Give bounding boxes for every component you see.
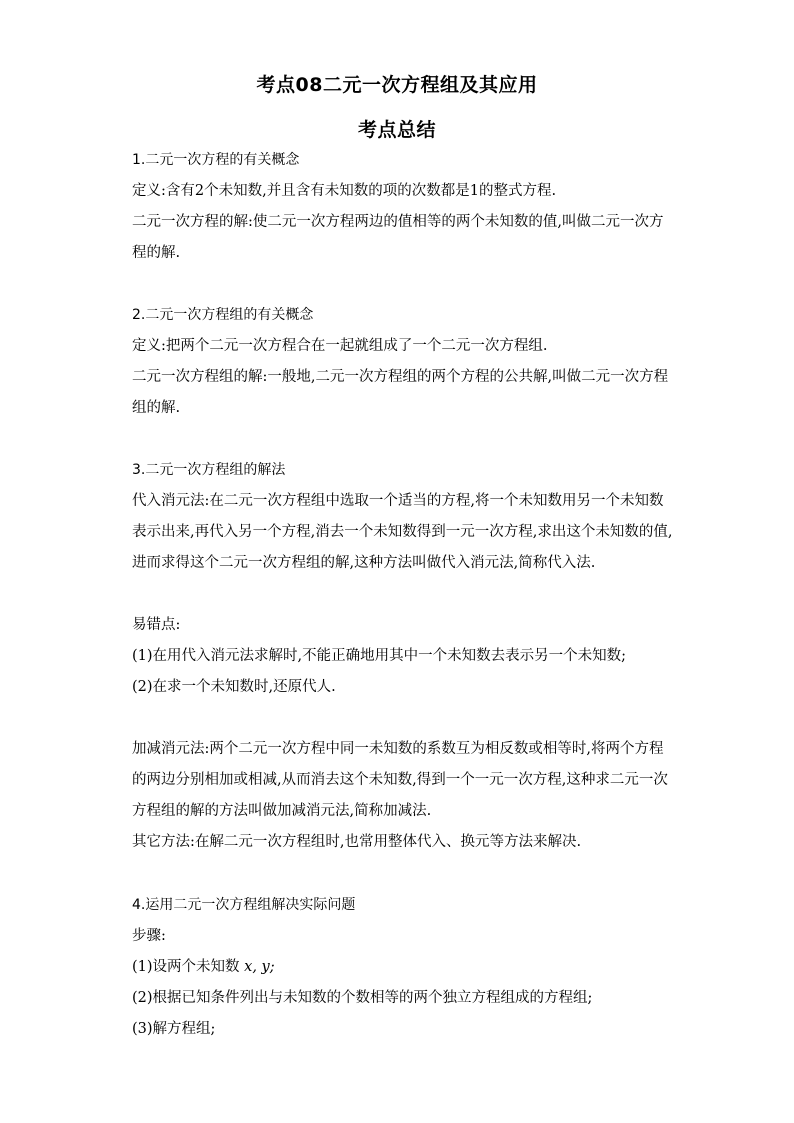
section-3-pitfall-1: (1)在用代入消元法求解时,不能正确地用其中一个未知数去表示另一个未知数;: [132, 648, 627, 664]
document-subtitle: 考点总结: [357, 119, 436, 141]
section-3-line-3: 进而求得这个二元一次方程组的解,这种方法叫做代入消元法,简称代入法.: [132, 555, 596, 571]
section-2-line-3: 组的解.: [132, 400, 181, 416]
section-3-elimination-line-2: 的两边分别相加或相减,从而消去这个未知数,得到一个一元一次方程,这种求二元一次: [132, 772, 668, 788]
section-4-step-1-text: (1)设两个未知数: [132, 959, 240, 975]
section-4-steps-label: 步骤:: [132, 928, 166, 944]
section-2-line-2: 二元一次方程组的解:一般地,二元一次方程组的两个方程的公共解,叫做二元一次方程: [132, 369, 669, 385]
section-2-heading: 2.二元一次方程组的有关概念: [132, 307, 314, 323]
section-1-line-1: 定义:含有2个未知数,并且含有未知数的项的次数都是1的整式方程.: [132, 183, 557, 199]
section-3-heading: 3.二元一次方程组的解法: [132, 462, 286, 478]
section-3-line-2: 表示出来,再代入另一个方程,消去一个未知数得到一元一次方程,求出这个未知数的值,: [132, 524, 673, 540]
section-1-heading: 1.二元一次方程的有关概念: [132, 152, 300, 168]
section-3-pitfalls-label: 易错点:: [132, 617, 181, 633]
section-3-elimination-line-1: 加减消元法:两个二元一次方程中同一未知数的系数互为相反数或相等时,将两个方程: [132, 741, 664, 757]
section-3-pitfall-2: (2)在求一个未知数时,还原代人.: [132, 679, 336, 695]
document-title: 考点08二元一次方程组及其应用: [256, 74, 538, 96]
section-4-step-1: [132, 957, 672, 977]
section-3-other-methods: 其它方法:在解二元一次方程组时,也常用整体代入、换元等方法来解决.: [132, 834, 582, 850]
section-3-line-1: 代入消元法:在二元一次方程组中选取一个适当的方程,将一个未知数用另一个未知数: [132, 493, 664, 509]
section-1-line-3: 程的解.: [132, 245, 181, 261]
section-2-line-1: 定义:把两个二元一次方程合在一起就组成了一个二元一次方程组.: [132, 338, 548, 354]
section-4-step-1-variables: x, y;: [244, 959, 275, 975]
section-4-step-2: (2)根据已知条件列出与未知数的个数相等的两个独立方程组成的方程组;: [132, 990, 593, 1006]
section-4-heading: 4.运用二元一次方程组解决实际问题: [132, 897, 356, 913]
section-3-elimination-line-3: 方程组的解的方法叫做加减消元法,简称加减法.: [132, 803, 432, 819]
section-1-line-2: 二元一次方程的解:使二元一次方程两边的值相等的两个未知数的值,叫做二元一次方: [132, 214, 664, 230]
section-4-step-3: (3)解方程组;: [132, 1021, 216, 1037]
